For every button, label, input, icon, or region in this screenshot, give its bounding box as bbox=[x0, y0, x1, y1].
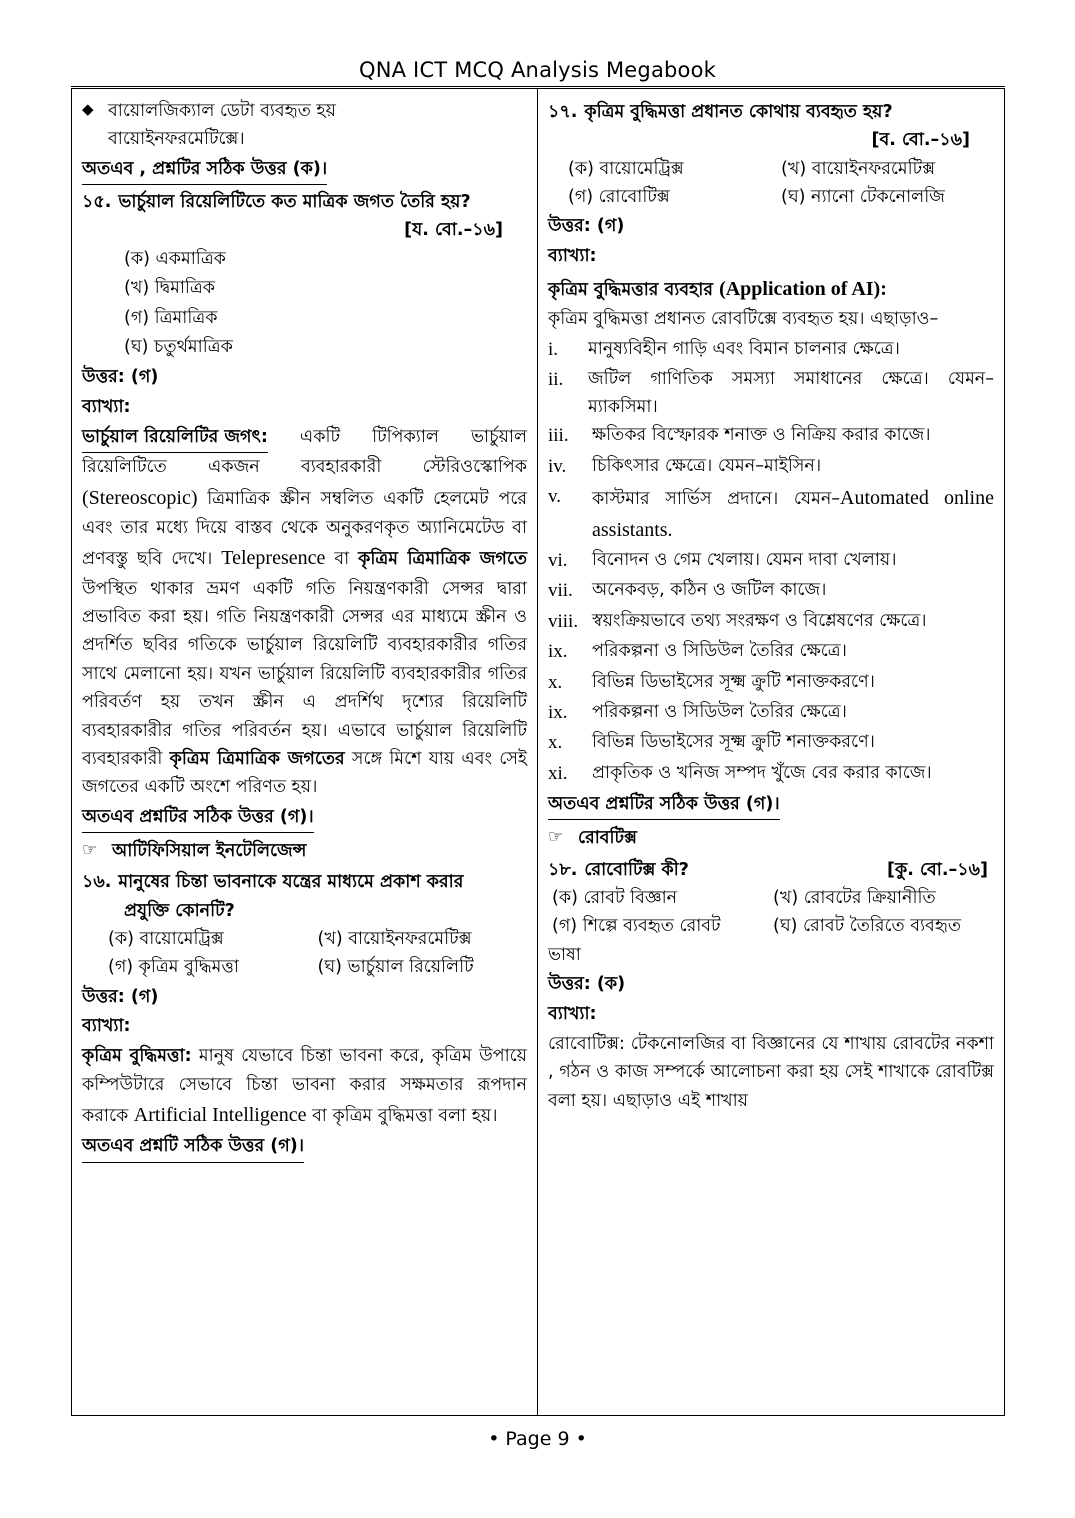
list-item-number: ii. bbox=[548, 369, 564, 391]
question-18-text: রোবোটিক্স কী? bbox=[584, 859, 689, 880]
list-item-text: বিনোদন ও গেম খেলায়। যেমন দাবা খেলায়। bbox=[592, 549, 897, 570]
list-item-text: বিভিন্ন ডিভাইসের সূক্ষ্ম ক্রুটি শনাক্তকরণে। bbox=[592, 671, 875, 692]
explain-heading: কৃত্রিম বুদ্ধিমত্তা: bbox=[82, 1046, 192, 1067]
option-ga[interactable]: (গ) কৃত্রিম বুদ্ধিমত্তা bbox=[108, 957, 239, 978]
right-column bbox=[538, 89, 1004, 1415]
section-robotics bbox=[548, 824, 994, 852]
question-17-board: [ব. বো.–১৬] bbox=[871, 130, 970, 151]
question-16-conclusion: অতএব প্রশ্নটি সঠিক উত্তর (গ)। bbox=[82, 1132, 527, 1162]
list-item-number: v. bbox=[548, 485, 562, 507]
explain-heading-en: (Application of AI): bbox=[719, 278, 887, 301]
explain-bold-2: কৃত্রিম ত্রিমাত্রিক জগতের bbox=[169, 748, 345, 769]
list-item-text: জটিল গাণিতিক সমস্যা সমাধানের ক্ষেত্রে। যেমন–ম্যাকসিমা। bbox=[588, 369, 994, 418]
option-gha[interactable]: (ঘ) চতুর্থমাত্রিক bbox=[124, 336, 233, 357]
list-item-text: পরিকল্পনা ও সিডিউল তৈরির ক্ষেত্রে। bbox=[592, 641, 847, 662]
pointing-hand-icon: ☞ bbox=[548, 827, 564, 848]
option-kha[interactable]: (খ) রোবটের ক্রিয়ানীতি bbox=[773, 888, 936, 909]
list-item-number: i. bbox=[548, 338, 559, 360]
question-16-text-line2: প্রযুক্তি কোনটি? bbox=[124, 900, 235, 921]
option-ka[interactable]: (ক) বায়োমেট্রিক্স bbox=[108, 928, 224, 949]
question-15-number: ১৫. bbox=[82, 192, 112, 213]
list-item-text: ক্ষতিকর বিস্ফোরক শনাক্ত ও নিক্রিয় করার কাজে। bbox=[592, 425, 931, 446]
question-15-text: ভার্চুয়াল রিয়েলিটিতে কত মাত্রিক জগত তৈরি হয়? bbox=[118, 192, 471, 213]
question-16-options bbox=[108, 925, 527, 982]
list-item-number: iii. bbox=[548, 425, 569, 447]
section-artificial-intelligence bbox=[82, 837, 527, 865]
list-item bbox=[548, 668, 994, 698]
list-item bbox=[548, 576, 994, 606]
explain-part-a: একটি টিপিক্যাল ভার্চুয়াল রিয়েলিটিতে একজন ব্যবহারকারী স্টেরিওস্কোপিক bbox=[82, 426, 527, 478]
explain-part-b: ত্রিমাত্রিক স্ক্রীন সম্বলিত একটি হেলমেট পরে এবং তার মধ্যে দিয়ে বাস্তব থেকে অনুকরণকৃত অ্যানিমেটেড বা প্রণবস্তু ছবি দেখে। bbox=[82, 488, 527, 570]
explain-bold-1: কৃত্রিম ত্রিমাত্রিক জগতে bbox=[358, 549, 528, 570]
question-16-text-line1: মানুষের চিন্তা ভাবনাকে যন্ত্রের মাধ্যমে প্রকাশ করার bbox=[118, 872, 464, 893]
explain-part-c: বা bbox=[325, 549, 359, 570]
list-item bbox=[548, 607, 994, 637]
question-16-explain-label: ব্যাখ্যা: bbox=[82, 1015, 131, 1036]
question-17-answer: উত্তর: (গ) bbox=[548, 216, 625, 237]
list-item-number: vi. bbox=[548, 549, 568, 571]
question-17-conclusion: অতএব প্রশ্নটির সঠিক উত্তর (গ)। bbox=[548, 790, 994, 820]
question-15-board: [য. বো.–১৬] bbox=[404, 220, 503, 241]
bullet-item-line1: বায়োলজিক্যাল ডেটা ব্যবহৃত হয় bbox=[108, 101, 336, 121]
list-item-number: viii. bbox=[548, 610, 579, 632]
explain-stereoscopic: (Stereoscopic) bbox=[82, 486, 198, 509]
list-item-number: iv. bbox=[548, 455, 567, 477]
question-18 bbox=[548, 856, 994, 884]
option-kha[interactable]: (খ) দ্বিমাত্রিক bbox=[124, 278, 216, 299]
conclusion-previous: অতএব , প্রশ্নটির সঠিক উত্তর (ক)। bbox=[82, 155, 527, 185]
question-16-answer: উত্তর: (গ) bbox=[82, 986, 159, 1007]
question-18-explanation bbox=[548, 1030, 994, 1115]
bullet-item-line2: বায়োইনফরমেটিক্সে। bbox=[108, 129, 245, 150]
explain-heading-bn: কৃত্রিম বুদ্ধিমত্তার ব্যবহার bbox=[548, 280, 720, 301]
question-17-explain-heading bbox=[548, 273, 994, 305]
question-18-number: ১৮. bbox=[548, 859, 578, 880]
left-column bbox=[72, 89, 538, 1415]
section-robotics-label: রোবটিক্স bbox=[578, 828, 637, 849]
explain-artificial-intelligence: Artificial Intelligence bbox=[133, 1103, 307, 1126]
list-item-number: x. bbox=[548, 671, 563, 693]
list-item-text: স্বয়ংক্রিয়ভাবে তথ্য সংরক্ষণ ও বিশ্লেষণের ক্ষেত্রে। bbox=[592, 610, 927, 631]
explain-part-a: মানুষ যেভাবে চিন্তা ভাবনা করে, কৃত্রিম উপায়ে কম্পিউটারে সেভাবে চিন্তা ভাবনা করার সক্ষমতার রূপদান করাকে bbox=[82, 1046, 527, 1126]
section-ai-label: আটিফিসিয়াল ইনটেলিজেন্স bbox=[112, 840, 307, 861]
question-15-explain-label: ব্যাখ্যা: bbox=[82, 396, 131, 417]
list-item bbox=[548, 728, 994, 758]
question-17-explain-label: ব্যাখ্যা: bbox=[548, 245, 597, 266]
explain-telepresence: Telepresence bbox=[221, 547, 326, 570]
question-15-conclusion: অতএব প্রশ্নটির সঠিক উত্তর (গ)। bbox=[82, 803, 527, 833]
list-item-number: vii. bbox=[548, 580, 573, 602]
ai-application-list bbox=[548, 335, 994, 789]
question-18-board: [কু. বো.–১৬] bbox=[886, 859, 988, 880]
question-18-options bbox=[552, 884, 994, 941]
question-15-explanation bbox=[82, 423, 527, 802]
list-item bbox=[548, 335, 994, 365]
explain-part-e: সঙ্গে মিশে যায় এবং সেই জগতের একটি অংশে পরিণত হয়। bbox=[82, 748, 527, 798]
question-17-options bbox=[568, 155, 994, 212]
explain-heading: রোবোটিক্স: bbox=[548, 1033, 625, 1054]
option-gha[interactable]: (ঘ) রোবট তৈরিতে ব্যবহৃত bbox=[773, 916, 962, 937]
list-item bbox=[548, 698, 994, 728]
list-item bbox=[548, 421, 994, 451]
list-item-text bbox=[592, 482, 994, 546]
list-item-text: অনেকবড়, কঠিন ও জটিল কাজে। bbox=[592, 580, 827, 601]
diamond-bullet-icon: ◆ bbox=[82, 100, 94, 118]
list-item-number: x. bbox=[548, 732, 563, 754]
question-18-answer: উত্তর: (ক) bbox=[548, 974, 626, 995]
list-item-number: ix. bbox=[548, 701, 568, 723]
question-15-options bbox=[124, 245, 527, 363]
list-item-text: মানুষ্যবিহীন গাড়ি এবং বিমান চালনার ক্ষেত্রে। bbox=[588, 338, 900, 359]
list-item-text-en: Automated online assistants. bbox=[592, 486, 994, 541]
list-item-text: চিকিৎসার ক্ষেত্রে। যেমন–মাইসিন। bbox=[592, 455, 822, 476]
list-item-text-bn: কাস্টমার সার্ভিস প্রদানে। যেমন– bbox=[592, 488, 841, 509]
list-item bbox=[548, 365, 994, 421]
list-item-text: বিভিন্ন ডিভাইসের সূক্ষ্ম ক্রুটি শনাক্তকরণে। bbox=[592, 732, 875, 753]
list-item-text: প্রাকৃতিক ও খনিজ সম্পদ খুঁজে বের করার কাজে। bbox=[592, 762, 932, 783]
question-17-explain-intro: কৃত্রিম বুদ্ধিমত্তা প্রধানত রোবটিক্সে ব্যবহৃত হয়। এছাড়াও– bbox=[548, 309, 939, 330]
list-item-text: পরিকল্পনা ও সিডিউল তৈরির ক্ষেত্রে। bbox=[592, 701, 847, 722]
option-kha[interactable]: (খ) বায়োইনফরমেটিক্স bbox=[781, 158, 936, 179]
list-item bbox=[548, 482, 994, 546]
header-rule bbox=[71, 86, 1005, 87]
option-ka[interactable]: (ক) বায়োমেট্রিক্স bbox=[568, 158, 684, 179]
explain-text: টেকনোলজির বা বিজ্ঞানের যে শাখায় রোবটের নকশা , গঠন ও কাজ সম্পর্কে আলোচনা করা হয় সেই শাখাকে রোবটিক্স বলা হয়। এছাড়াও এই শাখায় bbox=[548, 1033, 994, 1111]
question-17 bbox=[548, 98, 994, 126]
list-item bbox=[548, 637, 994, 667]
question-17-number: ১৭. bbox=[548, 102, 578, 122]
question-18-option-overflow: ভাষা bbox=[548, 944, 581, 965]
question-16-number: ১৬. bbox=[82, 872, 112, 893]
option-ga[interactable]: (গ) শিল্পে ব্যবহৃত রোবট bbox=[552, 916, 721, 937]
list-item-number: ix. bbox=[548, 641, 568, 663]
list-item bbox=[548, 452, 994, 482]
option-ka[interactable]: (ক) রোবট বিজ্ঞান bbox=[552, 888, 678, 909]
option-kha[interactable]: (খ) বায়োইনফরমেটিক্স bbox=[317, 928, 472, 949]
option-ka[interactable]: (ক) একমাত্রিক bbox=[124, 248, 226, 269]
option-gha[interactable]: (ঘ) ভার্চুয়াল রিয়েলিটি bbox=[317, 957, 474, 978]
list-item bbox=[548, 759, 994, 789]
explain-part-b: বা কৃত্রিম বুদ্ধিমত্তা বলা হয়। bbox=[306, 1105, 498, 1126]
question-15 bbox=[82, 188, 527, 216]
option-ga[interactable]: (গ) ত্রিমাত্রিক bbox=[124, 307, 218, 328]
page-footer: • Page 9 • bbox=[488, 1428, 587, 1450]
explain-heading: ভার্চুয়াল রিয়েলিটির জগৎ: bbox=[82, 423, 268, 453]
two-column-frame bbox=[71, 88, 1005, 1416]
explain-part-d: উপস্থিত থাকার ভ্রমণ একটি গতি নিয়ন্ত্রণকারী সেন্সর দ্বারা প্রভাবিত করা হয়। গতি নিয়ন্ত্রণকারী সেন্সর এর মাধ্যমে স্ক্রীন ও প্রদর্শিত ছবির গতিকে ভার্চুয়াল রিয়েলিটি ব্যবহারকারীর গতির সাথে মেলানো হয়। যখন ভার্চুয়াল রিয়েলিটি ব্যবহারকারীর গতির পরিবর্তণ হয় তখন স্ক্রীন এ প্রদর্শিথ দৃশ্যের রিয়েলিটি ব্যবহারকারীর গতির পরিবর্তন হয়। এভাবে ভার্চুয়াল রিয়েলিটি ব্যবহারকারী bbox=[82, 578, 527, 769]
option-ga[interactable]: (গ) রোবোটিক্স bbox=[568, 187, 670, 208]
question-15-answer: উত্তর: (গ) bbox=[82, 367, 159, 388]
question-18-explain-label: ব্যাখ্যা: bbox=[548, 1003, 597, 1024]
question-17-text: কৃত্রিম বুদ্ধিমত্তা প্রধানত কোথায় ব্যবহৃত হয়? bbox=[584, 102, 893, 122]
book-title: QNA ICT MCQ Analysis Megabook bbox=[358, 58, 717, 82]
list-item bbox=[548, 546, 994, 576]
question-16 bbox=[82, 868, 527, 896]
bullet-item bbox=[82, 97, 527, 125]
option-gha[interactable]: (ঘ) ন্যানো টেকনোলজি bbox=[781, 187, 945, 208]
pointing-hand-icon: ☞ bbox=[82, 839, 98, 860]
list-item-number: xi. bbox=[548, 762, 568, 784]
question-16-explanation bbox=[82, 1042, 527, 1131]
